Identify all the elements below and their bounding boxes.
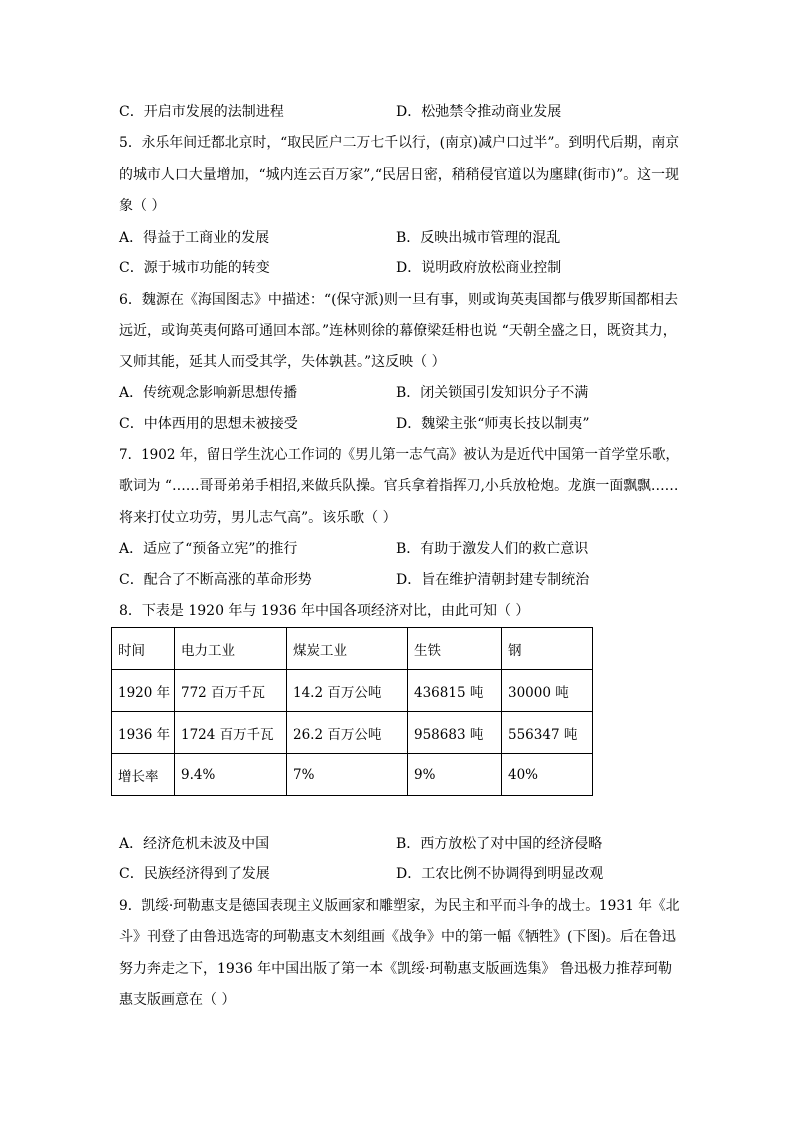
table-header-cell: 煤炭工业 [287,628,408,670]
q6-options-ab [119,383,679,403]
table-cell: 1936 年 [112,712,175,754]
q5-options-cd [119,258,679,278]
table-cell: 1724 百万千瓦 [175,712,287,754]
q7-option-a: A．适应了“预备立宪”的推行 [119,541,298,557]
q6-option-a: A．传统观念影响新思想传播 [119,385,298,401]
table-cell: 9% [408,754,502,796]
table-cell: 增长率 [112,754,175,796]
q9-stem-line-3: 努力奔走之下，1936 年中国出版了第一本《凯绥·珂勒惠支版画选集》 鲁迅极力推荐珂勒 [119,961,672,977]
q7-options-ab [119,539,679,559]
table-header-cell: 时间 [112,628,175,670]
table-cell: 30000 吨 [502,670,593,712]
table-cell: 14.2 百万公吨 [287,670,408,712]
q7-options-cd [119,570,679,590]
q7-option-c: C．配合了不断高涨的革命形势 [119,572,312,588]
table-cell: 9.4% [175,754,287,796]
q7-stem-line-3: 将来打仗立功劳，男儿志气高”。该乐歌（ ） [119,510,397,526]
table-header-cell: 生铁 [408,628,502,670]
q6-stem-line-3: 又师其能，延其人而受其学，失体孰甚。”这反映（ ） [119,354,446,370]
q8-option-b: B．西方放松了对中国的经济侵略 [396,836,603,852]
table-cell: 1920 年 [112,670,175,712]
table-cell: 7% [287,754,408,796]
table-row [112,754,593,796]
q4-option-d: D．松弛禁令推动商业发展 [396,104,562,120]
q8-option-a: A．经济危机未波及中国 [119,836,270,852]
q9-stem-line-2: 斗》刊登了由鲁迅选寄的珂勒惠支木刻组画《战争》中的第一幅《牺牲》(下图)。后在鲁迅 [119,929,676,945]
q9-stem-line-1: 9．凯绥·珂勒惠支是德国表现主义版画家和雕塑家，为民主和平而斗争的战士。1931 年《北 [119,898,680,914]
q5-stem-line-1: 5．永乐年间迁都北京时，“取民匠户二万七千以行，(南京)减户口过半”。到明代后期，南京 [119,135,680,151]
q5-option-c: C．源于城市功能的转变 [119,260,270,276]
q6-option-d: D．魏梁主张“师夷长技以制夷” [396,416,590,432]
q6-stem-line-1: 6．魏源在《海国图志》中描述：“(保守派)则一旦有事，则或询英夷国都与俄罗斯国都相去 [119,292,678,308]
q4-option-c: C．开启市发展的法制进程 [119,104,284,120]
table-cell: 958683 吨 [408,712,502,754]
q5-stem-line-3: 象（ ） [119,198,166,214]
table-header-cell: 钢 [502,628,593,670]
table-cell: 40% [502,754,593,796]
q7-option-d: D．旨在维护清朝封建专制统治 [396,572,590,588]
table-cell: 26.2 百万公吨 [287,712,408,754]
q7-option-b: B．有助于激发人们的救亡意识 [396,541,589,557]
table-row [112,670,593,712]
q6-stem-line-2: 远近，或询英夷何路可通回本部。”连林则徐的幕僚梁廷枏也说 “天朝全盛之日，既资其力， [119,323,677,339]
q5-stem-line-2: 的城市人口大量增加，“城内连云百万家”,“民居日密，稍稍侵官道以为廛肆(街市)”。这一现 [119,167,680,183]
q8-option-c: C．民族经济得到了发展 [119,866,270,882]
q7-stem-line-1: 7．1902 年，留日学生沈心工作词的《男儿第一志气高》被认为是近代中国第一首学堂乐歌， [119,447,679,463]
table-cell: 772 百万千瓦 [175,670,287,712]
q8-options-cd [119,864,679,884]
table-header-row [112,628,593,670]
q4-options-cd [119,102,679,122]
table-cell: 436815 吨 [408,670,502,712]
q5-options-ab [119,228,679,248]
table-header-cell: 电力工业 [175,628,287,670]
q6-option-b: B．闭关锁国引发知识分子不满 [396,385,589,401]
table-row [112,712,593,754]
q5-option-b: B．反映出城市管理的混乱 [396,230,561,246]
q5-option-a: A．得益于工商业的发展 [119,230,270,246]
q9-stem-line-4: 惠支版画意在（ ） [119,992,236,1008]
q8-stem: 8．下表是 1920 年与 1936 年中国各项经济对比，由此可知（ ） [119,603,530,619]
q8-option-d: D．工农比例不协调得到明显改观 [396,866,604,882]
economy-comparison-table [111,627,593,796]
table-cell: 556347 吨 [502,712,593,754]
q6-options-cd [119,414,679,434]
q8-options-ab [119,834,679,854]
q5-option-d: D．说明政府放松商业控制 [396,260,562,276]
q6-option-c: C．中体西用的思想未被接受 [119,416,298,432]
q7-stem-line-2: 歌词为 “……哥哥弟弟手相招,来做兵队操。官兵拿着指挥刀,小兵放枪炮。龙旗一面飘飘…… [119,478,679,494]
